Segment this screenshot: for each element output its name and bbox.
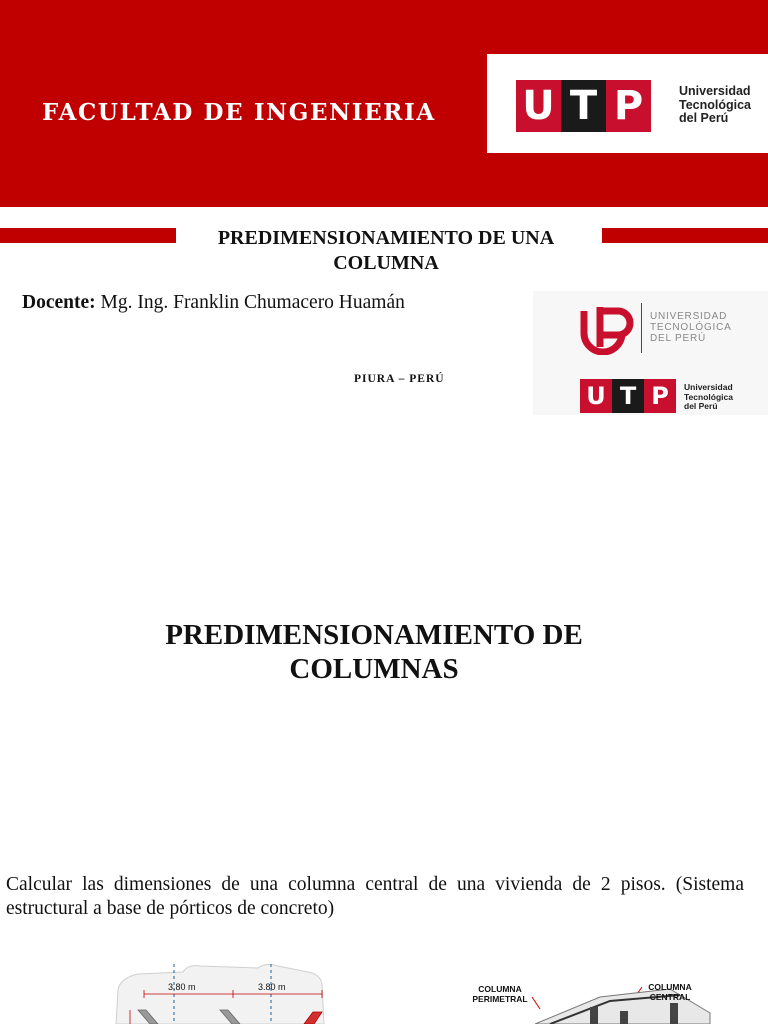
up-logo-icon [578, 303, 638, 355]
location-text: PIURA – PERÚ [354, 373, 445, 385]
docente-name: Mg. Ing. Franklin Chumacero Huamán [95, 292, 405, 313]
docente-line [22, 292, 405, 314]
utp-small-letter-p: P [644, 379, 676, 413]
floor-plan-figure [108, 960, 338, 1024]
dimension-label-right: 3.80 m [258, 982, 286, 992]
up-logo-divider [641, 303, 642, 353]
utp-letter-u: U [516, 80, 561, 132]
utp-letter-p: P [606, 80, 651, 132]
presentation-subtitle: PREDIMENSIONAMIENTO DE UNA COLUMNA [176, 226, 596, 276]
label-columna-perimetral: COLUMNA PERIMETRAL [472, 984, 528, 1004]
utp-small-letter-t: T [612, 379, 644, 413]
left-red-rule [0, 228, 178, 243]
utp-small-letter-u: U [580, 379, 612, 413]
utp-logo-text: Universidad Tecnológica del Perú [679, 84, 752, 125]
label-columna-central: COLUMNA CENTRAL [648, 982, 692, 1002]
utp-logo [487, 54, 768, 153]
faculty-title: FACULTAD DE INGENIERIA [42, 99, 436, 126]
right-red-rule [602, 228, 768, 243]
section-title-line2: COLUMNAS [289, 653, 459, 685]
utp-small-logo-mark [580, 379, 676, 413]
section-title [0, 618, 748, 686]
docente-label: Docente: [22, 292, 96, 313]
dimension-label-left: 3.80 m [168, 982, 196, 992]
utp-logo-mark [516, 80, 651, 132]
utp-letter-t: T [561, 80, 606, 132]
section-title-line1: PREDIMENSIONAMIENTO DE [165, 619, 583, 651]
up-logo-text: UNIVERSIDAD TECNOLÓGICA DEL PERÚ [650, 311, 732, 344]
header-banner [0, 0, 768, 207]
problem-statement: Calcular las dimensiones de una columna central de una vivienda de 2 pisos. (Sistema estructural a base de pórticos de concreto) [6, 874, 744, 919]
utp-small-logo-text: Universidad Tecnológica del Perú [684, 382, 733, 411]
